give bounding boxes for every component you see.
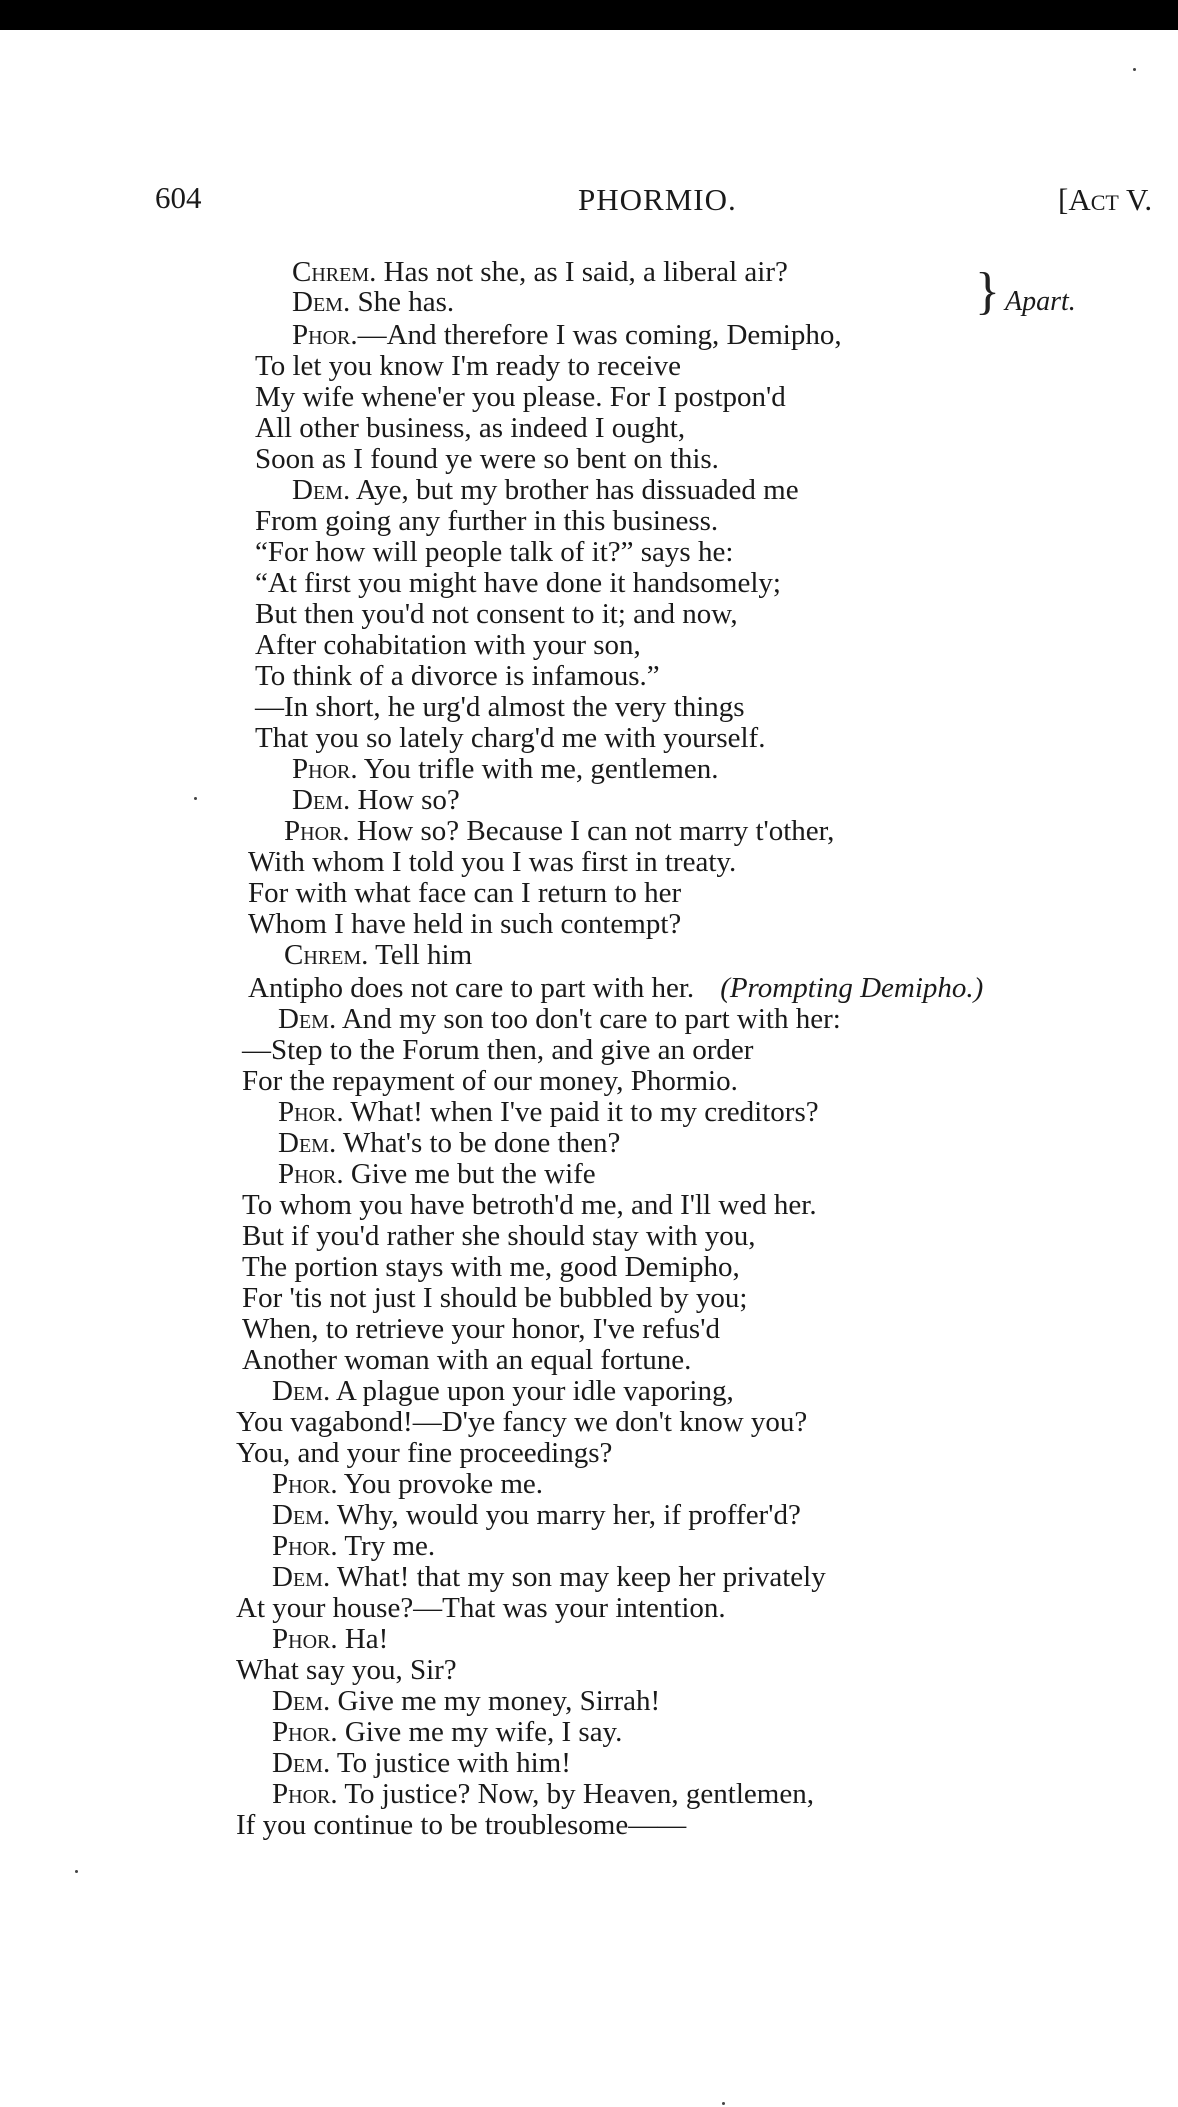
verse-line-39 (236, 1437, 612, 1469)
verse-line-35 (242, 1313, 720, 1345)
verse-line-29 (278, 1127, 620, 1159)
verse-line-30 (278, 1158, 596, 1190)
speaker: Dem. (292, 286, 351, 318)
line-text: Give me but the wife (343, 1158, 596, 1190)
aside-label: Apart. (1005, 286, 1076, 317)
verse-line-31 (242, 1189, 817, 1221)
verse-line-12 (255, 598, 738, 630)
line-text: After cohabitation with your son, (255, 629, 641, 661)
verse-line-41 (272, 1499, 801, 1531)
verse-line-51 (236, 1809, 686, 1841)
line-text: For with what face can I return to her (248, 877, 682, 909)
verse-line-2 (292, 286, 454, 318)
line-text: Antipho does not care to part with her. (248, 972, 695, 1004)
line-text: Aye, but my brother has dissuaded me (350, 474, 799, 506)
line-text: Soon as I found ye were so bent on this. (255, 443, 719, 475)
line-text: You vagabond!—D'ye fancy we don't know you? (236, 1406, 808, 1438)
verse-line-20 (248, 846, 736, 878)
speaker: Phor. (278, 1158, 344, 1190)
verse-line-1 (292, 256, 788, 288)
line-text: “For how will people talk of it?” says he: (255, 536, 734, 568)
line-text: From going any further in this business. (255, 505, 719, 537)
verse-line-5 (255, 381, 786, 413)
speaker: Dem. (292, 784, 351, 816)
speaker: Chrem. (292, 256, 377, 288)
speaker: Dem. (272, 1685, 331, 1717)
line-text: To let you know I'm ready to receive (255, 350, 681, 382)
verse-line-22 (248, 908, 681, 940)
verse-line-34 (242, 1282, 747, 1314)
scan-speck (194, 797, 197, 800)
line-text: Give me my money, Sirrah! (330, 1685, 661, 1717)
line-text: Give me my wife, I say. (337, 1716, 623, 1748)
verse-line-21 (248, 877, 681, 909)
line-text: Has not she, as I said, a liberal air? (376, 256, 788, 288)
scan-speck (1133, 68, 1136, 71)
verse-line-14 (255, 660, 660, 692)
line-text: All other business, as indeed I ought, (255, 412, 686, 444)
line-text: And my son too don't care to part with her: (336, 1003, 841, 1035)
speaker: Phor. (284, 815, 350, 847)
verse-line-36 (242, 1344, 691, 1376)
verse-line-38 (236, 1406, 807, 1438)
page-number: 604 (155, 180, 202, 215)
line-text: If you continue to be troublesome—— (236, 1809, 687, 1841)
act-marker: [Act V. (1058, 182, 1153, 217)
verse-line-10 (255, 536, 733, 568)
verse-line-16 (255, 722, 765, 754)
speaker: Phor. (292, 319, 358, 351)
line-text: To whom you have betroth'd me, and I'll wed her. (242, 1189, 817, 1221)
verse-line-48 (272, 1716, 622, 1748)
verse-line-33 (242, 1251, 740, 1283)
verse-line-42 (272, 1530, 435, 1562)
speaker: Phor. (272, 1716, 338, 1748)
line-text: “At first you might have done it handsomely; (255, 567, 781, 599)
verse-line-19 (284, 815, 834, 847)
verse-line-17 (292, 753, 718, 785)
line-text: What! that my son may keep her privately (330, 1561, 826, 1593)
speaker: Phor. (278, 1096, 344, 1128)
line-text: Ha! (337, 1623, 389, 1655)
verse-line-45 (272, 1623, 388, 1655)
line-text: —Step to the Forum then, and give an order (242, 1034, 754, 1066)
speaker: Chrem. (284, 939, 369, 971)
line-text: For 'tis not just I should be bubbled by you; (242, 1282, 748, 1314)
line-text: —And therefore I was coming, Demipho, (357, 319, 842, 351)
line-text: But then you'd not consent to it; and now, (255, 598, 738, 630)
line-text: The portion stays with me, good Demipho, (242, 1251, 740, 1283)
line-text: To justice? Now, by Heaven, gentlemen, (337, 1778, 814, 1810)
line-text: You provoke me. (337, 1468, 544, 1500)
speaker: Dem. (272, 1561, 331, 1593)
speaker: Dem. (272, 1747, 331, 1779)
verse-line-46 (236, 1654, 457, 1686)
line-text: With whom I told you I was first in treaty. (248, 846, 737, 878)
verse-line-23 (284, 939, 472, 971)
speaker: Phor. (272, 1623, 338, 1655)
line-text: What say you, Sir? (236, 1654, 457, 1686)
line-text: That you so lately charg'd me with yourself. (255, 722, 766, 754)
line-text: How so? (350, 784, 460, 816)
scan-top-edge (0, 0, 1178, 30)
verse-line-4 (255, 350, 681, 382)
verse-line-28 (278, 1096, 819, 1128)
line-text: My wife whene'er you please. For I postpon'd (255, 381, 786, 413)
verse-line-43 (272, 1561, 826, 1593)
line-text: You trifle with me, gentlemen. (357, 753, 719, 785)
verse-line-49 (272, 1747, 571, 1779)
line-text: Tell him (368, 939, 473, 971)
speaker: Dem. (278, 1003, 337, 1035)
speaker: Phor. (272, 1778, 338, 1810)
scan-speck (75, 1870, 78, 1873)
verse-line-47 (272, 1685, 660, 1717)
scan-speck (722, 2102, 725, 2105)
verse-line-7 (255, 443, 719, 475)
speaker: Phor. (292, 753, 358, 785)
verse-line-26 (242, 1034, 753, 1066)
line-text: Try me. (337, 1530, 436, 1562)
verse-line-40 (272, 1468, 543, 1500)
speaker: Phor. (272, 1530, 338, 1562)
stage-direction: (Prompting Demipho.) (720, 972, 984, 1004)
line-text: At your house?—That was your intention. (236, 1592, 726, 1624)
line-text: A plague upon your idle vaporing, (330, 1375, 734, 1407)
line-text: To think of a divorce is infamous.” (255, 660, 660, 692)
verse-line-18 (292, 784, 460, 816)
running-title: PHORMIO. (578, 182, 737, 217)
line-text: When, to retrieve your honor, I've refus'd (242, 1313, 720, 1345)
line-text: Why, would you marry her, if proffer'd? (330, 1499, 801, 1531)
verse-line-3 (292, 319, 842, 351)
line-text: How so? Because I can not marry t'other, (349, 815, 835, 847)
speaker: Phor. (272, 1468, 338, 1500)
verse-line-11 (255, 567, 781, 599)
verse-line-15 (255, 691, 745, 723)
line-text: She has. (350, 286, 455, 318)
line-text: Whom I have held in such contempt? (248, 908, 682, 940)
line-text: To justice with him! (330, 1747, 571, 1779)
line-text: You, and your fine proceedings? (236, 1437, 613, 1469)
verse-line-27 (242, 1065, 738, 1097)
line-text: Another woman with an equal fortune. (242, 1344, 692, 1376)
verse-line-37 (272, 1375, 734, 1407)
line-text: For the repayment of our money, Phormio. (242, 1065, 738, 1097)
line-text: What's to be done then? (336, 1127, 621, 1159)
verse-line-44 (236, 1592, 726, 1624)
speaker: Dem. (272, 1499, 331, 1531)
verse-line-9 (255, 505, 718, 537)
verse-line-13 (255, 629, 641, 661)
line-text: What! when I've paid it to my creditors? (343, 1096, 819, 1128)
verse-line-25 (278, 1003, 841, 1035)
verse-line-50 (272, 1778, 814, 1810)
verse-line-6 (255, 412, 685, 444)
verse-line-8 (292, 474, 799, 506)
line-text: But if you'd rather she should stay with you, (242, 1220, 756, 1252)
speaker: Dem. (272, 1375, 331, 1407)
line-text: —In short, he urg'd almost the very things (255, 691, 745, 723)
aside-brace-icon: } (975, 263, 1000, 320)
speaker: Dem. (278, 1127, 337, 1159)
speaker: Dem. (292, 474, 351, 506)
verse-line-32 (242, 1220, 755, 1252)
page-header (0, 180, 1178, 226)
verse-line-24 (248, 972, 983, 1004)
